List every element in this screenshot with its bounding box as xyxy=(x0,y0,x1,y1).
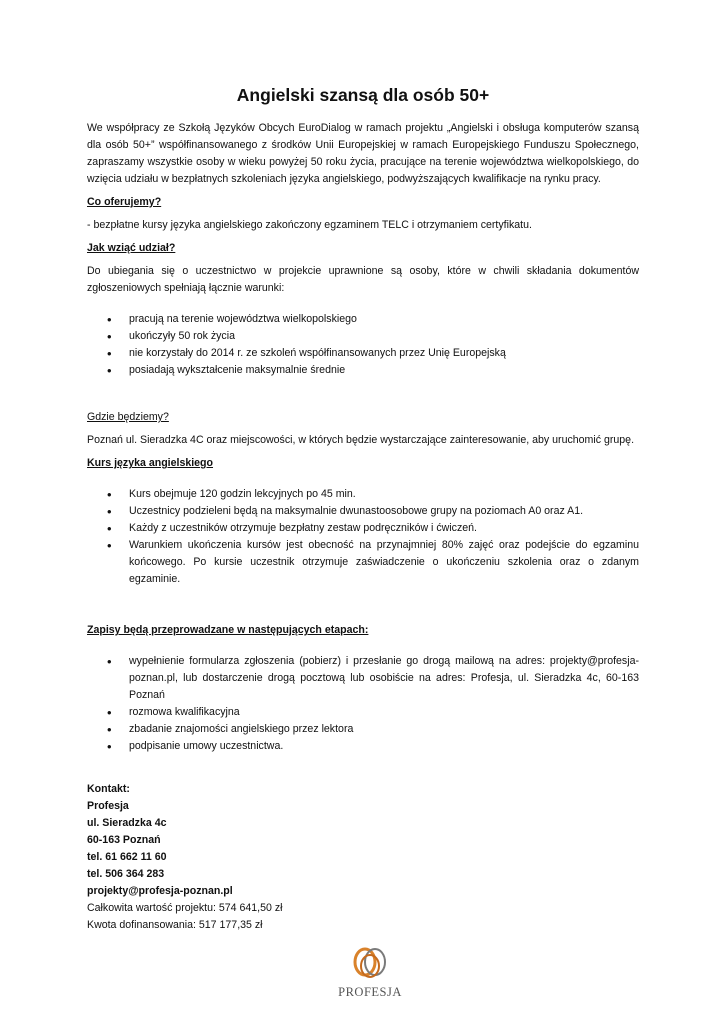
where-heading: Gdzie będziemy? xyxy=(87,411,169,423)
project-total-value: Całkowita wartość projektu: 574 641,50 zł xyxy=(87,902,283,914)
logo-rings-icon xyxy=(350,944,390,982)
where-text: Poznań ul. Sieradzka 4C oraz miejscowości, w których będzie wystarczające zainteresowanie, aby uruchomić grupę. xyxy=(87,434,635,446)
contact-name: Profesja xyxy=(87,800,129,812)
join-text: Do ubiegania się o uczestnictwo w projekcie uprawnione są osoby, które w chwili składania dokumentów zgłoszeniowych spełniają łącznie warunki: xyxy=(87,265,639,294)
contact-city: 60-163 Poznań xyxy=(87,834,161,846)
profesja-logo xyxy=(330,944,410,1004)
project-cofinancing: Kwota dofinansowania: 517 177,35 zł xyxy=(87,919,263,931)
list-item: • rozmowa kwalifikacyjna xyxy=(87,704,639,721)
list-item: • nie korzystały do 2014 r. ze szkoleń współfinansowanych przez Unię Europejską xyxy=(87,345,639,362)
list-item: • wypełnienie formularza zgłoszenia (pobierz) i przesłanie go drogą mailową na adres: projekty@profesja-poznan.pl, lub dostarczenie drogą pocztową lub osobiście na adres: Profesja, ul. Sieradzka 4c, 60-163 Poznań xyxy=(87,653,639,704)
requirements-list xyxy=(87,311,639,379)
list-item: • ukończyły 50 rok życia xyxy=(87,328,639,345)
list-item: • zbadanie znajomości angielskiego przez lektora xyxy=(87,721,639,738)
signup-heading: Zapisy będą przeprowadzane w następujących etapach: xyxy=(87,624,369,636)
contact-email: projekty@profesja-poznan.pl xyxy=(87,885,233,897)
contact-heading: Kontakt: xyxy=(87,783,130,795)
page-title: Angielski szansą dla osób 50+ xyxy=(236,85,490,105)
course-heading: Kurs języka angielskiego xyxy=(87,457,214,469)
offer-text: - bezpłatne kursy języka angielskiego zakończony egzaminem TELC i otrzymaniem certyfikatu. xyxy=(87,219,532,231)
list-item: • Kurs obejmuje 120 godzin lekcyjnych po 45 min. xyxy=(87,486,639,503)
course-list xyxy=(87,486,639,588)
list-item: • Uczestnicy podzieleni będą na maksymalnie dwunastoosobowe grupy na poziomach A0 oraz A1. xyxy=(87,503,639,520)
list-item: • Każdy z uczestników otrzymuje bezpłatny zestaw podręczników i ćwiczeń. xyxy=(87,520,639,537)
list-item: • posiadają wykształcenie maksymalnie średnie xyxy=(87,362,639,379)
contact-phone-1: tel. 61 662 11 60 xyxy=(87,851,167,863)
contact-block xyxy=(87,781,639,934)
intro-paragraph: We współpracy ze Szkołą Języków Obcych EuroDialog w ramach projektu „Angielski i obsługa komputerów szansą dla osób 50+” współfinansowanego z środków Unii Europejskiej w ramach Europejskiego Funduszu Społecznego, zapraszamy wszystkie osoby w wieku powyżej 50 roku życia, pracujące na terenie województwa wielkopolskiego, do wzięcia udziału w bezpłatnych szkoleniach języka angielskiego, podwyższających kwalifikacje na rynku pracy. xyxy=(87,122,639,185)
join-heading: Jak wziąć udział? xyxy=(87,242,176,254)
contact-phone-2: tel. 506 364 283 xyxy=(87,868,165,880)
signup-list xyxy=(87,653,639,755)
offer-heading: Co oferujemy? xyxy=(87,196,162,208)
list-item: • pracują na terenie województwa wielkopolskiego xyxy=(87,311,639,328)
list-item: • Warunkiem ukończenia kursów jest obecność na przynajmniej 80% zajęć oraz podejście do egzaminu końcowego. Po kursie uczestnik otrzymuje zaświadczenie o ukończeniu szkolenia oraz o zdanym egzaminie. xyxy=(87,537,639,588)
list-item: • podpisanie umowy uczestnictwa. xyxy=(87,738,639,755)
logo-text: PROFESJA xyxy=(338,985,402,999)
document-page xyxy=(87,82,639,934)
contact-street: ul. Sieradzka 4c xyxy=(87,817,167,829)
